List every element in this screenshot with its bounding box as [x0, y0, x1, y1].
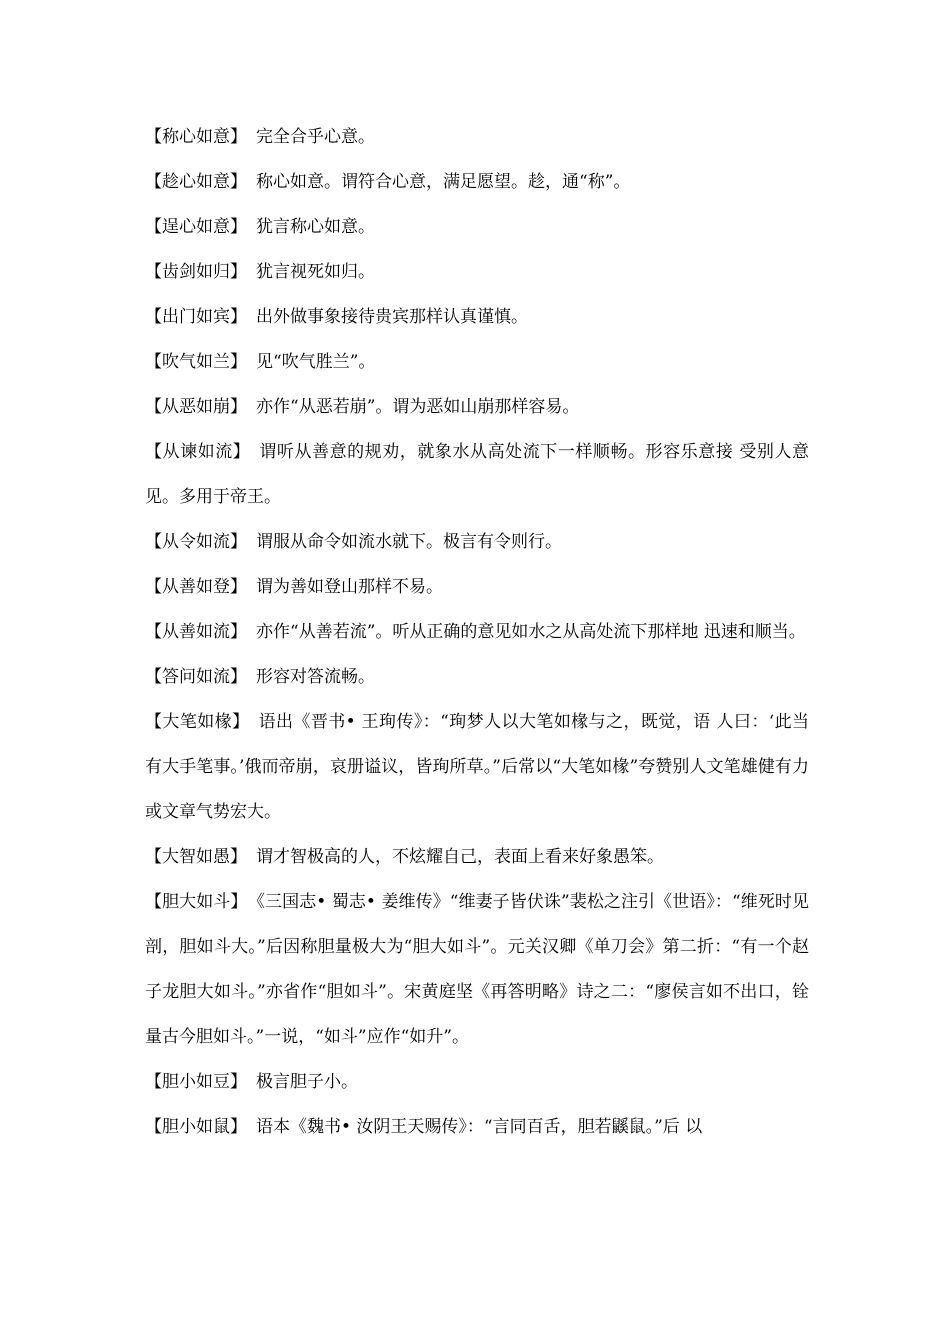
entry-term: 【从令如流】: [145, 532, 247, 552]
entry-term: 【出门如宾】: [145, 307, 247, 327]
entry-chenxin-ruyi: [145, 115, 809, 160]
entry-definition: 谓听从善意的规劝，就象水从高处流下一样顺畅。形容乐意接 受别人意见。多用于帝王。: [145, 442, 810, 507]
entry-term: 【趁心如意】: [145, 172, 247, 192]
entry-dabi-ruchuan: [145, 700, 809, 835]
entry-term: 【从善如流】: [145, 622, 247, 642]
entry-definition: 《三国志• 蜀志• 姜维传》“维妻子皆伏诛”裴松之注引《世语》：“维死时见剖，胆如斗大。”后因称胆量极大为“胆大如斗”。元关汉卿《单刀会》第二折：“有一个赵子龙胆大如斗。”亦省作“胆如斗”。宋黄庭坚《再答明略》诗之二：“廖侯言如不出口，铨量古今胆如斗。”一说，“如斗”应作“如升”。: [145, 892, 810, 1047]
entry-congling-ruliu: [145, 520, 809, 565]
entry-definition: 完全合乎心意。: [256, 127, 375, 147]
entry-term: 【吹气如兰】: [145, 352, 247, 372]
entry-definition: 犹言视死如归。: [256, 262, 375, 282]
entry-congjian-ruliu: [145, 430, 809, 520]
entry-term: 【从恶如崩】: [145, 397, 247, 417]
entry-term: 【答问如流】: [145, 667, 247, 687]
entry-danxiao-rudou: [145, 1060, 809, 1105]
entry-term: 【大智如愚】: [145, 847, 247, 867]
entry-definition: 犹言称心如意。: [256, 217, 375, 237]
entry-chenxin-ruyi-2: [145, 160, 809, 205]
entry-definition: 极言胆子小。: [256, 1072, 358, 1092]
entry-term: 【逞心如意】: [145, 217, 247, 237]
entry-danda-rudou: [145, 880, 809, 1060]
entry-definition: 谓才智极高的人，不炫耀自己，表面上看来好象愚笨。: [256, 847, 664, 867]
entry-definition: 谓服从命令如流水就下。极言有令则行。: [256, 532, 562, 552]
entry-term: 【胆大如斗】: [145, 892, 248, 912]
entry-definition: 语出《晋书• 王珣传》：“珣梦人以大笔如椽与之，既觉，语 人曰：‘此当有大手笔事。’俄而帝崩，哀册谥议，皆珣所草。”后常以“大笔如椽”夸赞别人文笔雄健有力或文章气势宏大。: [145, 712, 810, 822]
entry-definition: 见“吹气胜兰”。: [256, 352, 376, 372]
entry-term: 【胆小如豆】: [145, 1072, 247, 1092]
entry-chuiqi-rulan: [145, 340, 809, 385]
entry-definition: 形容对答流畅。: [256, 667, 375, 687]
entry-term: 【称心如意】: [145, 127, 247, 147]
entry-chumen-rubin: [145, 295, 809, 340]
entry-dazhi-ruyu: [145, 835, 809, 880]
entry-definition: 亦作“从善若流”。听从正确的意见如水之从高处流下那样地 迅速和顺当。: [256, 622, 806, 642]
entry-congshan-rudeng: [145, 565, 809, 610]
entry-definition: 称心如意。谓符合心意，满足愿望。趁，通“称”。: [256, 172, 631, 192]
entry-term: 【从善如登】: [145, 577, 247, 597]
entry-term: 【大笔如椽】: [145, 712, 250, 732]
entry-term: 【胆小如鼠】: [145, 1117, 247, 1137]
entry-definition: 出外做事象接待贵宾那样认真谨慎。: [256, 307, 528, 327]
entry-chijian-rugui: [145, 250, 809, 295]
entry-congshan-ruliu: [145, 610, 809, 655]
entry-definition: 谓为善如登山那样不易。: [256, 577, 443, 597]
entry-term: 【齿剑如归】: [145, 262, 247, 282]
dictionary-page: [145, 115, 809, 1150]
entry-definition: 语本《魏书• 汝阴王天赐传》：“言同百舌，胆若鼷鼠。”后 以: [256, 1117, 703, 1137]
entry-term: 【从谏如流】: [145, 442, 251, 462]
entry-conge-rubeng: [145, 385, 809, 430]
entry-definition: 亦作“从恶若崩”。谓为恶如山崩那样容易。: [256, 397, 580, 417]
entry-dawen-ruliu: [145, 655, 809, 700]
entry-danxiao-rushu: [145, 1105, 809, 1150]
entry-chengxin-ruyi: [145, 205, 809, 250]
